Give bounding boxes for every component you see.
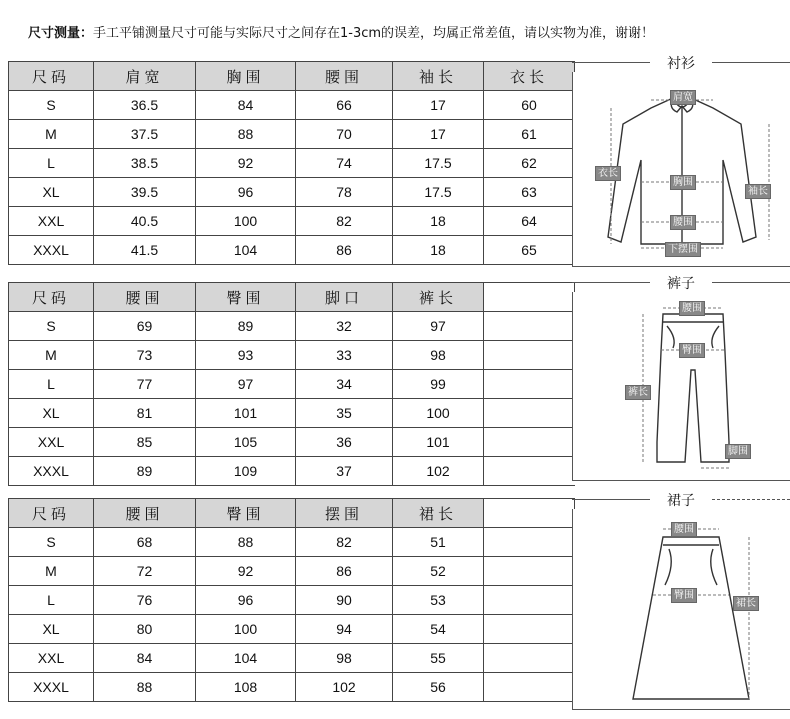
empty-cell [484,341,575,370]
size-cell: L [9,149,94,178]
table-row [9,399,575,428]
waist-label: 腰围 [670,215,696,230]
pants-illustration [573,292,790,480]
measurement-cell: 90 [296,586,393,615]
measurement-cell: 36 [296,428,393,457]
waist-label: 腰围 [679,301,705,316]
measurement-cell: 65 [484,236,575,265]
measurement-cell: 76 [94,586,196,615]
size-cell: XL [9,178,94,207]
empty-cell [484,528,575,557]
size-cell: XXL [9,207,94,236]
size-cell: XXXL [9,457,94,486]
leg-opening-label: 脚围 [725,444,751,459]
empty-header-cell [484,499,575,528]
skirt-diagram-title: 裙子 [572,490,790,510]
skirt-diagram [572,509,790,710]
column-header: 尺码 [9,283,94,312]
measurement-cell: 33 [296,341,393,370]
measurement-cell: 40.5 [94,207,196,236]
table-row [9,91,575,120]
table-header-row [9,283,575,312]
size-cell: S [9,528,94,557]
measurement-cell: 69 [94,312,196,341]
table-header-row [9,499,575,528]
table-row [9,341,575,370]
column-header: 裤长 [393,283,484,312]
table-row [9,149,575,178]
notice-label: 尺寸测量： [28,26,94,41]
measurement-cell: 86 [296,557,393,586]
skirt-size-table [8,498,575,702]
column-header: 衣长 [484,62,575,91]
table-row [9,457,575,486]
size-cell: XXXL [9,236,94,265]
measurement-cell: 17.5 [393,178,484,207]
size-cell: M [9,341,94,370]
measurement-cell: 82 [296,528,393,557]
column-header: 尺码 [9,62,94,91]
measurement-cell: 17 [393,120,484,149]
measurement-cell: 80 [94,615,196,644]
measurement-cell: 88 [196,120,296,149]
measurement-cell: 77 [94,370,196,399]
size-cell: S [9,312,94,341]
table-row [9,673,575,702]
measurement-cell: 17.5 [393,149,484,178]
measurement-cell: 70 [296,120,393,149]
table-row [9,528,575,557]
measurement-cell: 86 [296,236,393,265]
measurement-cell: 94 [296,615,393,644]
measurement-cell: 56 [393,673,484,702]
measurement-cell: 96 [196,178,296,207]
skirt-diagram-panel [572,493,790,709]
measurement-cell: 105 [196,428,296,457]
empty-cell [484,399,575,428]
size-cell: XL [9,615,94,644]
table-row [9,178,575,207]
empty-cell [484,457,575,486]
column-header: 尺码 [9,499,94,528]
shirt-diagram [572,72,790,267]
length-label: 衣长 [595,166,621,181]
measurement-cell: 52 [393,557,484,586]
measurement-cell: 92 [196,557,296,586]
column-header: 臀围 [196,283,296,312]
empty-cell [484,673,575,702]
sleeve-label: 袖长 [745,184,771,199]
hem-label: 下摆围 [665,242,701,257]
measurement-cell: 98 [393,341,484,370]
measurement-cell: 38.5 [94,149,196,178]
hip-label: 臀围 [679,343,705,358]
column-header: 袖长 [393,62,484,91]
waist-label: 腰围 [671,522,697,537]
length-label: 裤长 [625,385,651,400]
measurement-cell: 18 [393,207,484,236]
measurement-notice [28,22,654,41]
measurement-cell: 89 [196,312,296,341]
measurement-cell: 39.5 [94,178,196,207]
measurement-cell: 54 [393,615,484,644]
measurement-cell: 88 [196,528,296,557]
pants-diagram-title: 裤子 [572,273,790,293]
measurement-cell: 84 [94,644,196,673]
empty-cell [484,586,575,615]
hip-label: 臀围 [671,588,697,603]
measurement-cell: 37 [296,457,393,486]
column-header: 裙长 [393,499,484,528]
measurement-cell: 35 [296,399,393,428]
table-row [9,557,575,586]
table-row [9,644,575,673]
empty-header-cell [484,283,575,312]
measurement-cell: 51 [393,528,484,557]
measurement-cell: 89 [94,457,196,486]
empty-cell [484,370,575,399]
measurement-cell: 64 [484,207,575,236]
empty-cell [484,428,575,457]
size-cell: XXL [9,644,94,673]
measurement-cell: 62 [484,149,575,178]
table-row [9,207,575,236]
size-cell: M [9,120,94,149]
table-row [9,120,575,149]
measurement-cell: 100 [196,207,296,236]
measurement-cell: 99 [393,370,484,399]
column-header: 摆围 [296,499,393,528]
column-header: 脚口 [296,283,393,312]
pants-size-table [8,282,575,486]
size-cell: L [9,586,94,615]
column-header: 腰围 [296,62,393,91]
measurement-cell: 36.5 [94,91,196,120]
measurement-cell: 108 [196,673,296,702]
measurement-cell: 101 [393,428,484,457]
table-row [9,615,575,644]
measurement-cell: 73 [94,341,196,370]
measurement-cell: 34 [296,370,393,399]
measurement-cell: 101 [196,399,296,428]
length-label: 裙长 [733,596,759,611]
column-header: 胸围 [196,62,296,91]
empty-cell [484,615,575,644]
size-cell: L [9,370,94,399]
measurement-cell: 74 [296,149,393,178]
measurement-cell: 68 [94,528,196,557]
shirt-diagram-panel [572,56,790,267]
measurement-cell: 37.5 [94,120,196,149]
shirt-size-table [8,61,575,265]
measurement-cell: 102 [296,673,393,702]
table-row [9,236,575,265]
measurement-cell: 84 [196,91,296,120]
pants-diagram [572,292,790,481]
empty-cell [484,312,575,341]
table-row [9,428,575,457]
measurement-cell: 18 [393,236,484,265]
measurement-cell: 92 [196,149,296,178]
measurement-cell: 81 [94,399,196,428]
pants-diagram-panel [572,276,790,482]
measurement-cell: 104 [196,644,296,673]
measurement-cell: 32 [296,312,393,341]
measurement-cell: 53 [393,586,484,615]
size-cell: M [9,557,94,586]
measurement-cell: 98 [296,644,393,673]
measurement-cell: 97 [196,370,296,399]
column-header: 肩宽 [94,62,196,91]
measurement-cell: 63 [484,178,575,207]
measurement-cell: 102 [393,457,484,486]
chest-label: 胸围 [670,175,696,190]
measurement-cell: 17 [393,91,484,120]
measurement-cell: 96 [196,586,296,615]
measurement-cell: 41.5 [94,236,196,265]
measurement-cell: 60 [484,91,575,120]
measurement-cell: 72 [94,557,196,586]
table-row [9,312,575,341]
measurement-cell: 88 [94,673,196,702]
table-header-row [9,62,575,91]
table-row [9,370,575,399]
measurement-cell: 100 [393,399,484,428]
notice-text: 手工平铺测量尺寸可能与实际尺寸之间存在1-3cm的误差，均属正常差值，请以实物为准，谢谢！ [93,26,655,41]
measurement-cell: 104 [196,236,296,265]
measurement-cell: 97 [393,312,484,341]
column-header: 腰围 [94,499,196,528]
measurement-cell: 55 [393,644,484,673]
measurement-cell: 82 [296,207,393,236]
empty-cell [484,644,575,673]
size-cell: XXL [9,428,94,457]
measurement-cell: 66 [296,91,393,120]
column-header: 腰围 [94,283,196,312]
shoulder-label: 肩宽 [670,90,696,105]
table-row [9,586,575,615]
empty-cell [484,557,575,586]
measurement-cell: 100 [196,615,296,644]
measurement-cell: 85 [94,428,196,457]
size-cell: S [9,91,94,120]
measurement-cell: 109 [196,457,296,486]
measurement-cell: 78 [296,178,393,207]
column-header: 臀围 [196,499,296,528]
size-cell: XXXL [9,673,94,702]
measurement-cell: 93 [196,341,296,370]
size-cell: XL [9,399,94,428]
shirt-diagram-title: 衬衫 [572,53,790,73]
measurement-cell: 61 [484,120,575,149]
